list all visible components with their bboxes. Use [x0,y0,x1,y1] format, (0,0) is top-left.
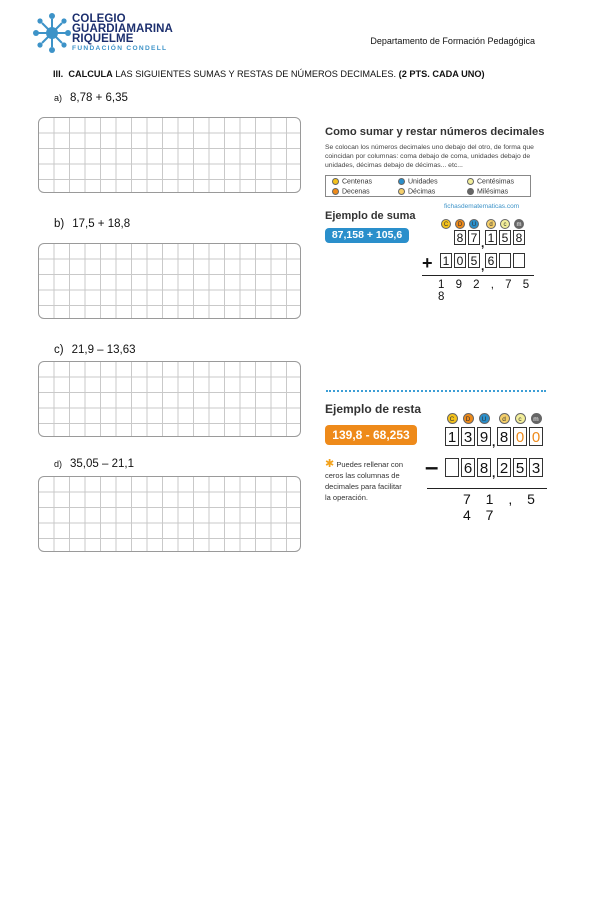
legend-dot [332,188,339,195]
exercise-c: c) 21,9 – 13,63 [54,344,136,356]
sum-example-layout [420,219,535,303]
sum-digit-box [513,253,525,268]
sum-digit-box: 1 [440,253,452,268]
star-icon: ✱ [325,458,335,470]
sum-decimal-comma: , [481,259,485,273]
sum-digit-box: 8 [454,230,466,245]
instruction-text: LAS SIGUIENTES SUMAS Y RESTAS DE NÚMEROS DECIMALES. [112,69,399,79]
sub-digit-box: 3 [529,458,543,477]
sum-divider [422,275,534,276]
logo-subtitle: FUNDACIÓN CONDELL [72,45,168,52]
legend-item: Décimas [398,188,435,195]
sum-digit-box: 7 [468,230,480,245]
sub-operator: – [425,454,439,481]
sum-place-badge: D [455,219,465,229]
sum-place-badge: m [514,219,524,229]
sum-digit-box: 8 [513,230,525,245]
sub-place-badge: d [499,413,510,424]
sub-result: 7 1 , 5 4 7 [463,491,541,523]
sub-digit-box: 3 [461,427,475,446]
sum-expression: 87,158 + 105,6 [325,228,409,243]
sub-digit-box [445,458,459,477]
legend-dot [398,188,405,195]
sum-decimal-comma: , [481,236,485,250]
exercise-d: d) 35,05 – 21,1 [54,458,134,470]
sub-place-badge: c [515,413,526,424]
legend-item: Milésimas [467,188,508,195]
sub-place-badge: D [463,413,474,424]
sub-digit-box: 2 [497,458,511,477]
sum-operator: + [422,253,433,273]
legend-item: Centenas [332,178,372,185]
exercise-a: a) 8,78 + 6,35 [54,92,128,104]
sub-digit-box: 0 [513,427,527,446]
sum-example-title: Ejemplo de suma [325,210,416,222]
legend-item: Decenas [332,188,370,195]
section-divider [326,390,546,392]
source-site: fichasdematematicas.com [444,203,520,210]
section-number: III. [53,69,64,79]
sub-decimal-comma: , [492,435,496,449]
tip-note [325,459,405,503]
sum-digit-box: 0 [454,253,466,268]
sum-place-badge: d [486,219,496,229]
sum-place-badge: c [500,219,510,229]
sum-digit-box [440,230,452,245]
sub-digit-box: 5 [513,458,527,477]
department-name: Departamento de Formación Pedagógica [370,36,535,46]
answer-grid-a[interactable] [38,117,301,193]
sub-place-badge: m [531,413,542,424]
legend-item: Centésimas [467,178,514,185]
answer-grid-c[interactable] [38,361,301,437]
legend-dot [467,178,474,185]
sum-digit-box [499,253,511,268]
sub-example-layout [425,413,550,523]
answer-grid-b[interactable] [38,243,301,319]
sub-expression: 139,8 - 68,253 [325,425,417,445]
sub-digit-box: 6 [461,458,475,477]
sum-digit-box: 6 [485,253,497,268]
guide-description: Se colocan los números decimales uno debajo del otro, de forma que coincidan por columnas: coma debajo de coma, unidades debajo de unidades, décimas debajo de décimas... etc... [325,144,534,169]
instruction-points: (2 PTS. CADA UNO) [398,69,485,79]
exercise-b: b) 17,5 + 18,8 [54,218,131,230]
sum-place-badge: C [441,219,451,229]
legend-dot [398,178,405,185]
sub-digit-box: 8 [477,458,491,477]
sub-example-title: Ejemplo de resta [325,402,422,416]
sub-decimal-comma: , [492,466,496,480]
answer-grid-d[interactable] [38,476,301,552]
legend-item: Unidades [398,178,438,185]
sum-digit-box: 5 [499,230,511,245]
sub-digit-box: 0 [529,427,543,446]
tip-text: Puedes rellenar con ceros las columnas de decimales para facilitar la operación. [325,460,404,502]
sub-digit-box: 1 [445,427,459,446]
sum-result: 1 9 2 , 7 5 8 [438,279,534,303]
sub-place-badge: C [447,413,458,424]
sum-digit-box: 1 [485,230,497,245]
sub-divider [427,488,547,489]
sub-place-badge: U [479,413,490,424]
place-value-legend [325,175,531,197]
legend-dot [467,188,474,195]
sub-digit-box: 8 [497,427,511,446]
instructions [53,69,485,79]
school-logo [32,11,72,55]
sum-digit-box: 5 [468,253,480,268]
logo-wordmark: COLEGIO GUARDIAMARINA RIQUELME [72,13,173,45]
legend-dot [332,178,339,185]
guide-title: Como sumar y restar números decimales [325,126,545,138]
instruction-verb: CALCULA [68,69,113,79]
sub-digit-box: 9 [477,427,491,446]
sum-place-badge: U [469,219,479,229]
